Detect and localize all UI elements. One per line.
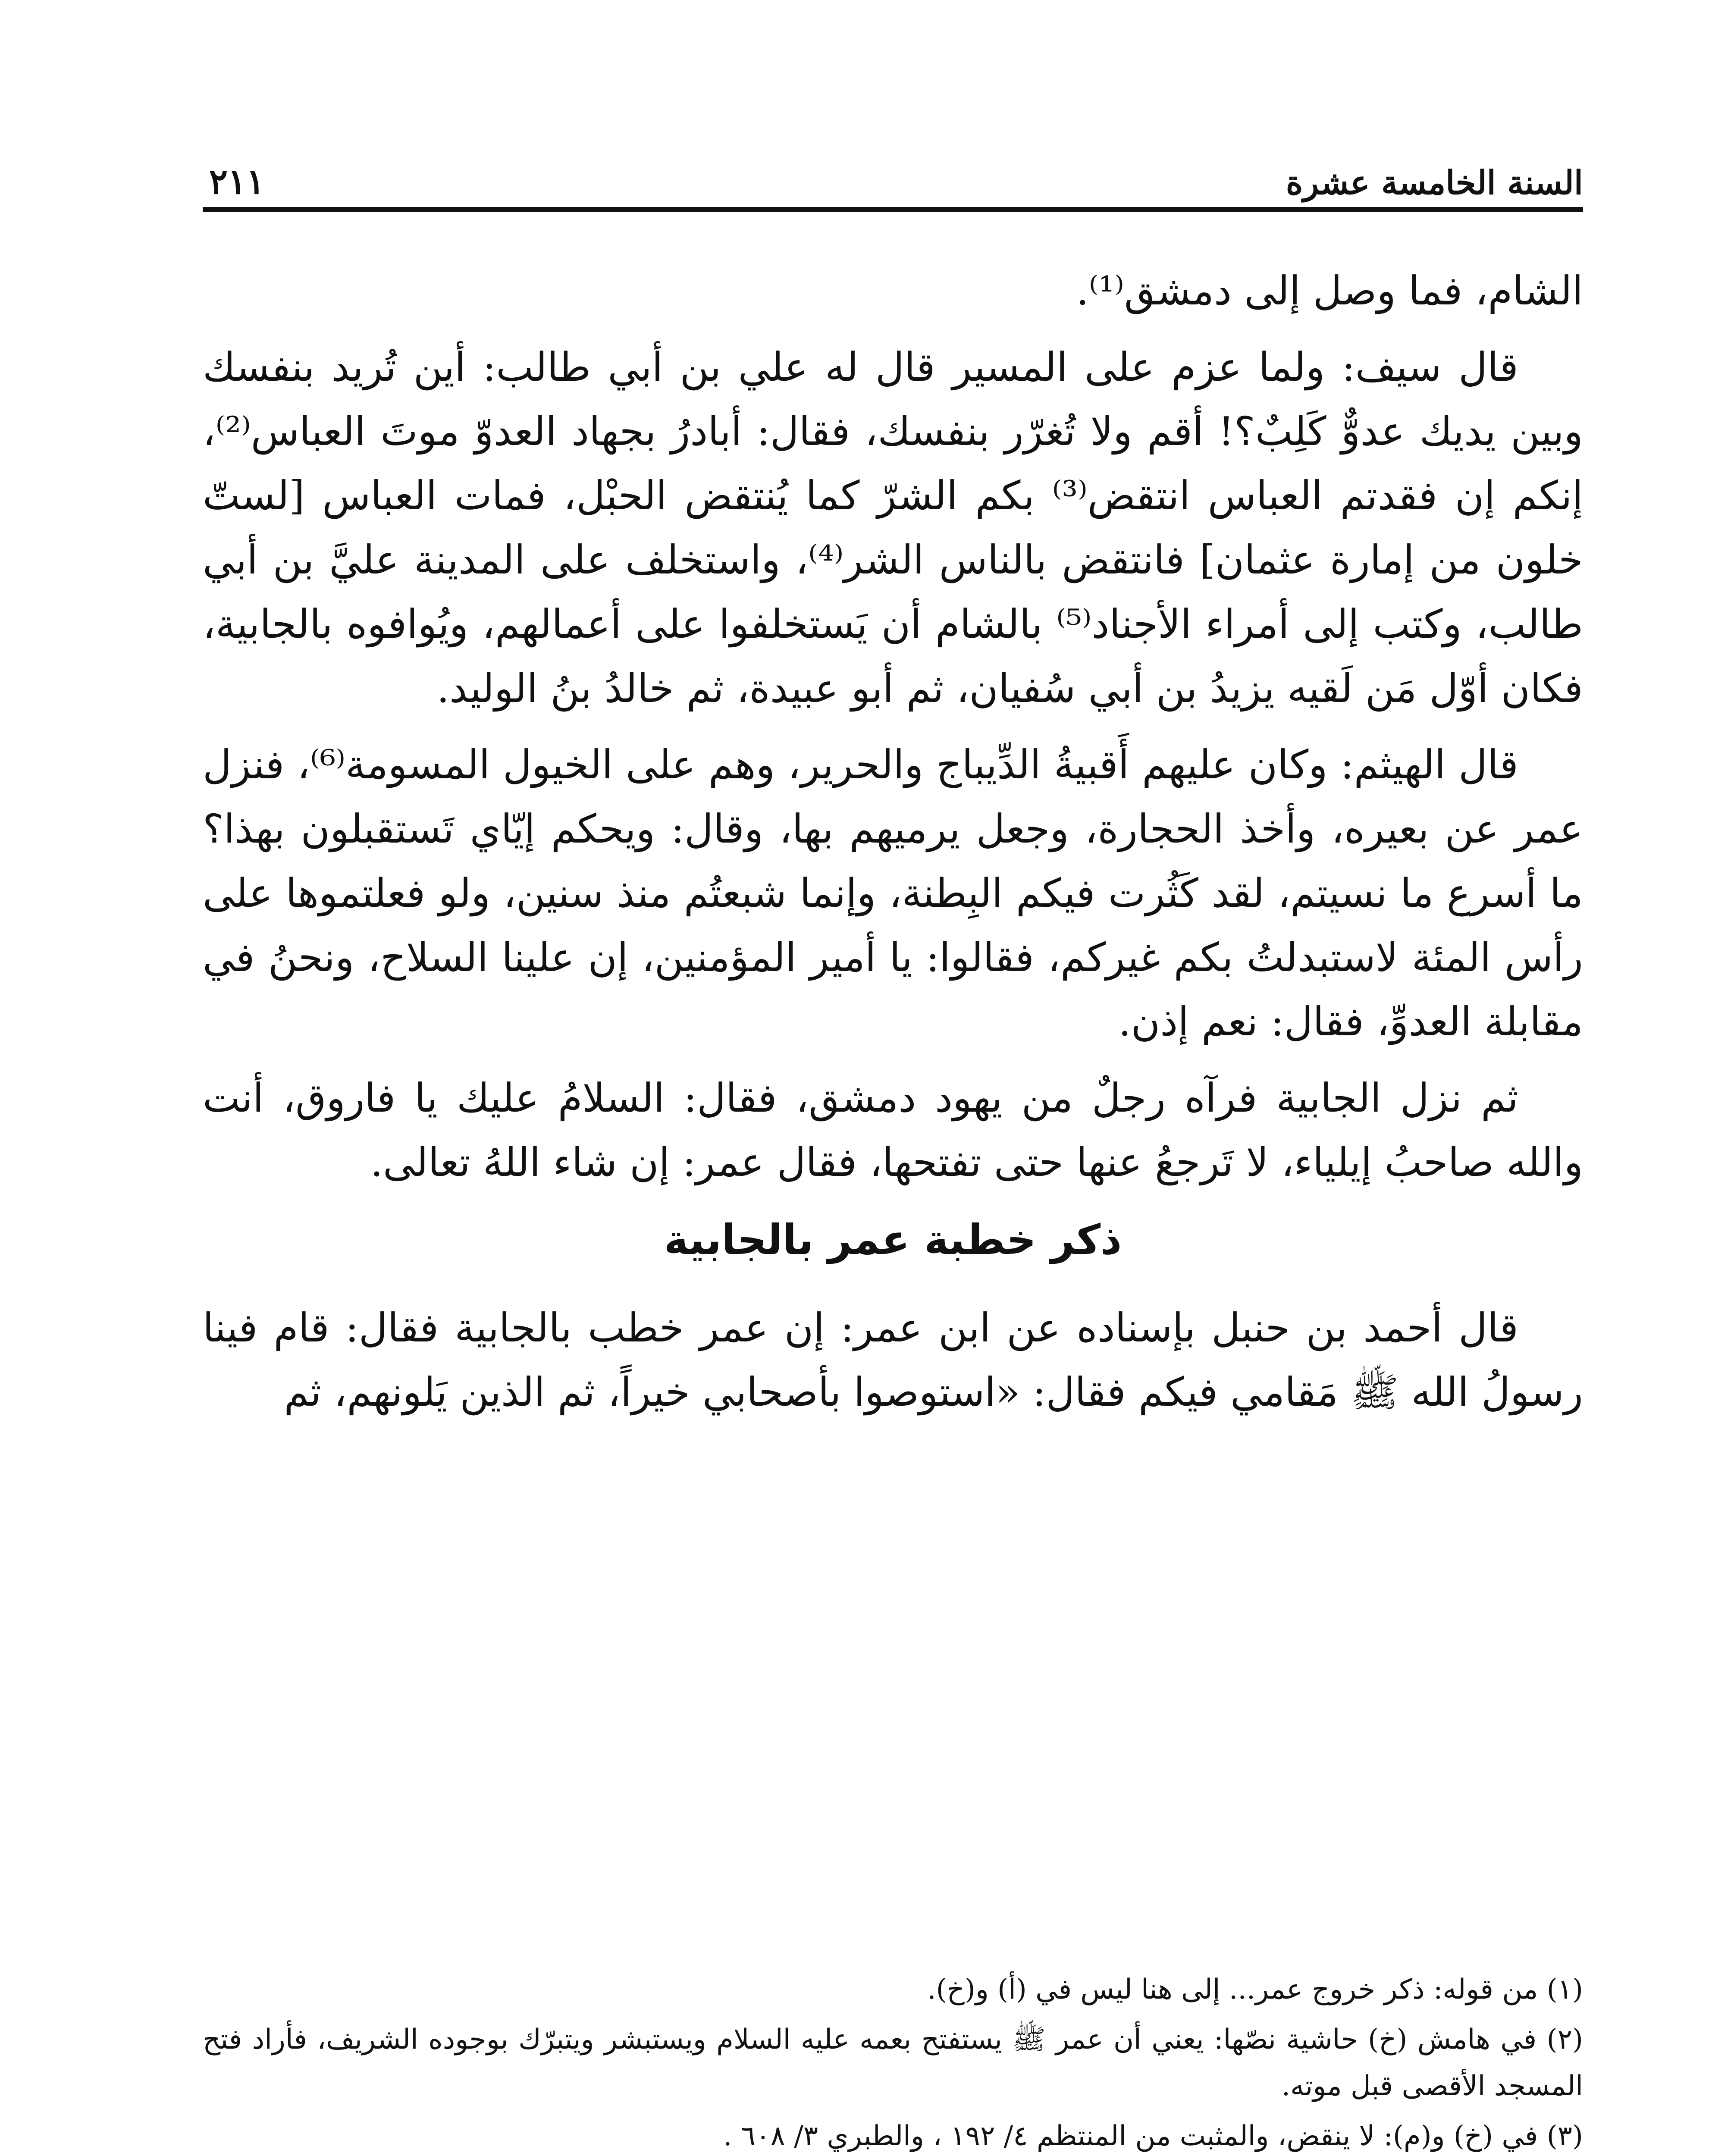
- footnotes: [203, 1966, 1583, 2156]
- running-header: [203, 142, 1583, 212]
- paragraph: قال سيف: ولما عزم على المسير قال له علي بن أبي طالب: أين تُريد بنفسك وبين يديك عدوٌّ كَلِبٌ؟! أقم ولا تُغرّر بنفسك، فقال: أبادرُ بجهاد العدوّ موتَ العباس⁽²⁾، إنكم إن فقدتم العباس انتقض⁽³⁾ بكم الشرّ كما يُنتقض الحبْل، فمات العباس [لستّ خلون من إمارة عثمان] فانتقض بالناس الشر⁽⁴⁾، واستخلف على المدينة عليَّ بن أبي طالب، وكتب إلى أمراء الأجناد⁽⁵⁾ بالشام أن يَستخلفوا على أعمالهم، ويُوافوه بالجابية، فكان أوّل مَن لَقيه يزيدُ بن أبي سُفيان، ثم أبو عبيدة، ثم خالدُ بنُ الوليد.: [203, 344, 1583, 711]
- paragraph: الشام، فما وصل إلى دمشق⁽¹⁾.: [1076, 268, 1583, 314]
- footnote: (٣) في (خ) و(م): لا ينقض، والمثبت من المنتظم ٤/ ١٩٢ ، والطبري ٣/ ٦٠٨ .: [723, 2120, 1583, 2152]
- chapter-title: السنة الخامسة عشرة: [1286, 163, 1583, 202]
- footnote: (١) من قوله: ذكر خروج عمر... إلى هنا ليس في (أ) و(خ).: [927, 1974, 1583, 2006]
- paragraph: قال الهيثم: وكان عليهم أَقبيةُ الدِّيباج والحرير، وهم على الخيول المسومة⁽⁶⁾، فنزل عمر عن بعيره، وأخذ الحجارة، وجعل يرميهم بها، وقال: ويحكم إيّاي تَستقبلون بهذا؟ ما أسرع ما نسيتم، لقد كَثُرت فيكم البِطنة، وإنما شبعتُم منذ سنين، ولو فعلتموها على رأس المئة لاستبدلتُ بكم غيركم، فقالوا: يا أمير المؤمنين، إن علينا السلاح، ونحنُ في مقابلة العدوِّ، فقال: نعم إذن.: [203, 742, 1583, 1045]
- paragraph: قال أحمد بن حنبل بإسناده عن ابن عمر: إن عمر خطب بالجابية فقال: قام فينا رسولُ الله ﷺ مَقامي فيكم فقال: «استوصوا بأصحابي خيراً، ثم الذين يَلونهم، ثم: [203, 1305, 1583, 1415]
- section-heading: ذكر خطبة عمر بالجابية: [664, 1216, 1122, 1264]
- footnote: (٢) في هامش (خ) حاشية نصّها: يعني أن عمر ﷺ يستفتح بعمه عليه السلام ويستبشر ويتبرّك بوجوده الشريف، فأراد فتح المسجد الأقصى قبل موته.: [203, 2024, 1583, 2102]
- paragraph: ثم نزل الجابية فرآه رجلٌ من يهود دمشق، فقال: السلامُ عليك يا فاروق، أنت والله صاحبُ إيلياء، لا تَرجعُ عنها حتى تفتحها، فقال عمر: إن شاء اللهُ تعالى.: [203, 1075, 1583, 1185]
- page-number: ٢١١: [209, 161, 265, 202]
- main-text: [203, 259, 1583, 1436]
